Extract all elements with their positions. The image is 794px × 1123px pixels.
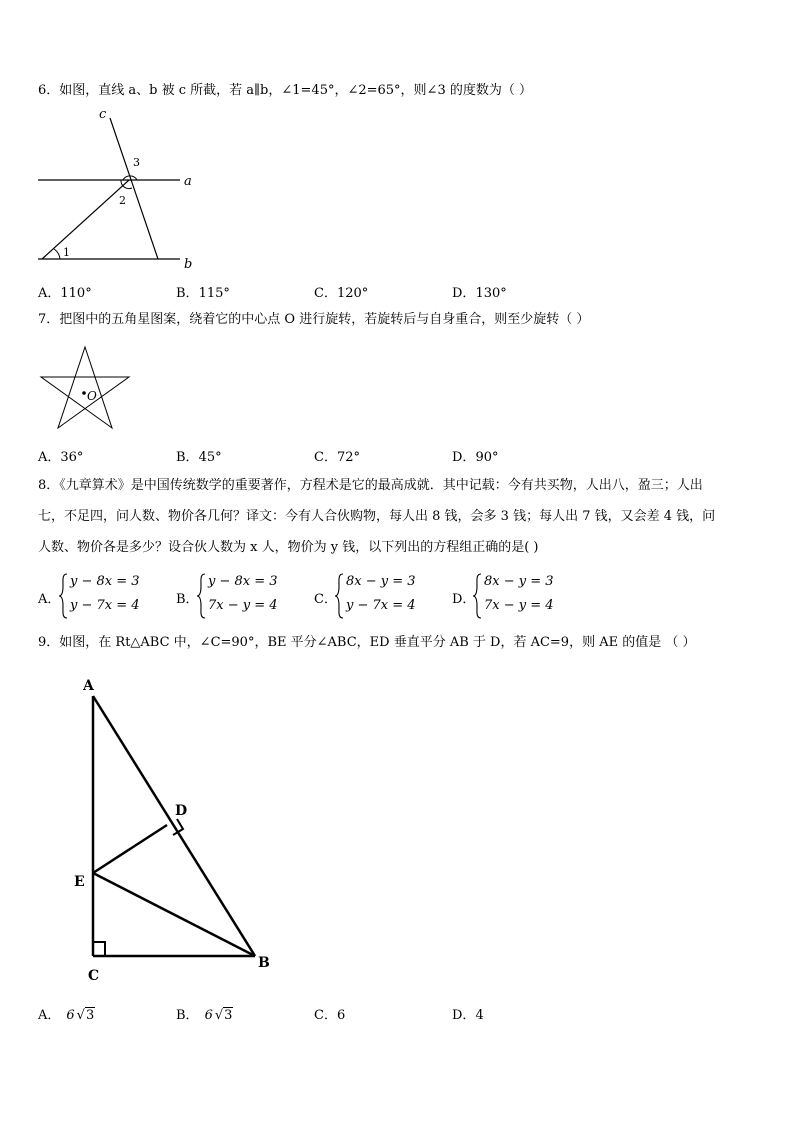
- q8-option-a-key: A．: [38, 592, 61, 607]
- q7-star-figure: [37, 344, 132, 432]
- q9-label-d: D: [175, 803, 188, 819]
- q8-option-b-brace: [196, 572, 206, 620]
- q8-option-c-key: C．: [314, 592, 337, 607]
- q8-option-a-eq2: y − 7x = 4: [70, 598, 140, 613]
- q8-stem-line-2: 七，不足四，问人数、物价各几何？译文：今有人合伙购物，每人出 8 钱，会多 3 钱；每人出 7 钱，又会差 4 钱，问: [38, 509, 716, 524]
- q6-stem: 6．如图，直线 a、b 被 c 所截，若 a∥b，∠1=45°，∠2=65°，则∠3 的度数为（ ）: [38, 83, 532, 98]
- q8-option-c-eq1: 8x − y = 3: [346, 574, 416, 589]
- q7-option-b: B．45°: [176, 450, 222, 465]
- q9-label-c: C: [88, 968, 100, 984]
- q8-option-c-eq2: y − 7x = 4: [346, 598, 416, 613]
- q9-option-c: C．6: [314, 1008, 346, 1023]
- q8-stem-line-1: 8．《九章算术》是中国传统数学的重要著作，方程术是它的最高成就．其中记载：今有共买物，人出八，盈三；人出: [38, 478, 703, 493]
- q9-option-d: D．4: [452, 1008, 484, 1023]
- q8-option-b-key: B．: [176, 592, 199, 607]
- q8-option-d-brace: [472, 572, 482, 620]
- q9-label-b: B: [258, 955, 270, 971]
- q8-option-d-key: D．: [452, 592, 476, 607]
- q6-angle-1: 1: [63, 246, 70, 259]
- q8-option-b-eq1: y − 8x = 3: [208, 574, 278, 589]
- q8-option-a-eq1: y − 8x = 3: [70, 574, 140, 589]
- q7-stem: 7．把图中的五角星图案，绕着它的中心点 O 进行旋转，若旋转后与自身重合，则至少旋转（ ）: [38, 312, 590, 327]
- q7-center-label: O: [87, 389, 97, 403]
- q7-option-c: C．72°: [314, 450, 360, 465]
- q9-option-b: B． 6 √3: [176, 1008, 233, 1023]
- q9-label-e: E: [74, 874, 85, 890]
- q7-option-a: A．36°: [38, 450, 84, 465]
- q8-option-c-brace: [334, 572, 344, 620]
- q7-option-d: D．90°: [452, 450, 499, 465]
- q8-stem-line-3: 人数、物价各是多少？设合伙人数为 x 人，物价为 y 钱，以下列出的方程组正确的是( ): [38, 540, 539, 555]
- q6-angle-2: 2: [119, 194, 126, 207]
- q9-label-a: A: [83, 678, 94, 694]
- q6-option-d: D．130°: [452, 286, 507, 301]
- q9-stem: 9．如图，在 Rt△ABC 中，∠C=90°，BE 平分∠ABC，ED 垂直平分 AB 于 D，若 AC=9，则 AE 的值是 （ ）: [38, 635, 696, 650]
- q6-label-c: c: [99, 107, 107, 122]
- q8-option-a-brace: [58, 572, 68, 620]
- q8-option-b-eq2: 7x − y = 4: [208, 598, 278, 613]
- q8-option-d-eq2: 7x − y = 4: [484, 598, 554, 613]
- q9-triangle-figure: [70, 672, 280, 984]
- q6-option-b: B．115°: [176, 286, 230, 301]
- q6-option-a: A．110°: [38, 286, 92, 301]
- q8-option-d-eq1: 8x − y = 3: [484, 574, 554, 589]
- q6-label-b: b: [184, 257, 193, 272]
- q6-option-c: C．120°: [314, 286, 369, 301]
- q9-option-a: A． 6 √3: [38, 1008, 95, 1023]
- q6-label-a: a: [184, 174, 192, 189]
- q6-figure: [30, 104, 210, 274]
- q6-angle-3: 3: [133, 156, 140, 169]
- q7-center-point: [82, 391, 86, 395]
